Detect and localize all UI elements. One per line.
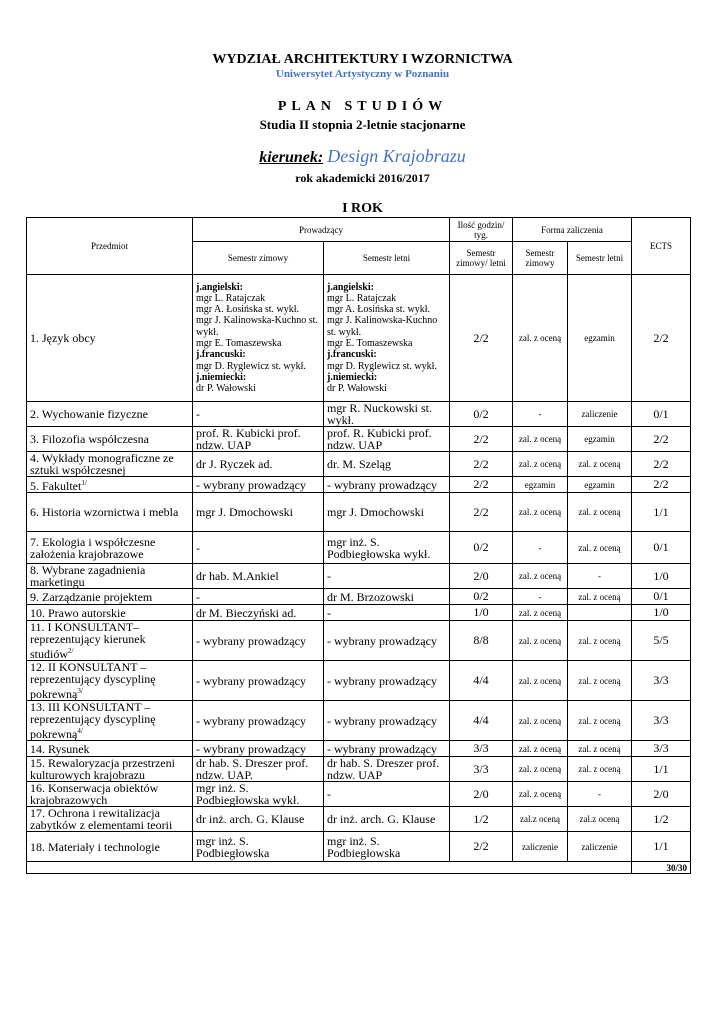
subject-cell: 18. Materiały i technologie <box>27 832 193 862</box>
table-row <box>27 832 691 862</box>
winter-teacher-cell: dr hab. M.Ankiel <box>193 564 324 589</box>
hours-cell: 0/2 <box>450 532 513 564</box>
plan-title: PLAN STUDIÓW <box>277 99 448 114</box>
form-winter-cell: zal. z oceną <box>513 782 568 807</box>
subject-cell: 17. Ochrona i rewitalizacja zabytków z elementami teorii <box>27 807 193 832</box>
subject-cell: 6. Historia wzornictwa i mebla <box>27 493 193 532</box>
teacher-name: mgr D. Ryglewicz st. wykł. <box>196 360 306 372</box>
summer-teacher-cell: - wybrany prowadzący <box>324 661 450 701</box>
study-plan-table <box>26 217 691 874</box>
direction-label: kierunek: <box>259 149 324 166</box>
form-summer-cell: egzamin <box>568 427 632 452</box>
hours-cell: 4/4 <box>450 701 513 741</box>
teacher-name: mgr J. Kalinowska-Kuchno st. wykł. <box>196 315 318 338</box>
hours-cell: 8/8 <box>450 621 513 661</box>
form-winter-cell: egzamin <box>513 477 568 493</box>
col-ects: ECTS <box>632 218 691 275</box>
col-form-winter: Semestr zimowy <box>513 242 568 275</box>
form-winter-cell: zal. z oceną <box>513 741 568 757</box>
winter-teacher-cell: dr hab. S. Dreszer prof. ndzw. UAP. <box>193 757 324 782</box>
col-form-summer: Semestr letni <box>568 242 632 275</box>
summer-teacher-cell: dr inż. arch. G. Klause <box>324 807 450 832</box>
hours-cell: 3/3 <box>450 741 513 757</box>
teacher-name: mgr E. Tomaszewska <box>196 338 282 349</box>
direction <box>0 146 725 167</box>
language-label: j.angielski: <box>196 281 243 293</box>
hours-cell: 3/3 <box>450 757 513 782</box>
academic-year: rok akademicki 2016/2017 <box>295 171 430 185</box>
ects-cell: 0/1 <box>632 589 691 605</box>
form-summer-cell: zaliczenie <box>568 402 632 427</box>
winter-teacher-cell: - <box>193 402 324 427</box>
subject-cell: 1. Język obcy <box>27 275 193 402</box>
hours-cell: 2/2 <box>450 477 513 493</box>
winter-teacher-cell: mgr inż. S. Podbiegłowska wykł. <box>193 782 324 807</box>
form-summer-cell: egzamin <box>568 477 632 493</box>
form-winter-cell: zal. z oceną <box>513 621 568 661</box>
summer-teacher-cell: dr hab. S. Dreszer prof. ndzw. UAP <box>324 757 450 782</box>
form-summer-cell: egzamin <box>568 275 632 402</box>
hours-cell: 2/2 <box>450 275 513 402</box>
winter-teacher-cell: mgr inż. S. Podbiegłowska <box>193 832 324 862</box>
subject-cell: 14. Rysunek <box>27 741 193 757</box>
form-summer-cell: zal. z oceną <box>568 589 632 605</box>
table-row <box>27 427 691 452</box>
form-winter-cell: zal. z oceną <box>513 275 568 402</box>
col-form: Forma zaliczenia <box>513 218 632 242</box>
ects-cell: 2/2 <box>632 275 691 402</box>
table-row <box>27 807 691 832</box>
form-summer-cell: zal.z oceną <box>568 807 632 832</box>
study-type: Studia II stopnia 2-letnie stacjonarne <box>259 117 466 132</box>
form-winter-cell: zal. z oceną <box>513 564 568 589</box>
summer-teacher-cell: - <box>324 564 450 589</box>
summer-teacher-cell: dr. M. Szeląg <box>324 452 450 477</box>
ects-cell: 2/0 <box>632 782 691 807</box>
winter-teacher-cell: dr inż. arch. G. Klause <box>193 807 324 832</box>
table-row <box>27 741 691 757</box>
subject-cell: 8. Wybrane zagadnienia marketingu <box>27 564 193 589</box>
form-winter-cell: zal. z oceną <box>513 701 568 741</box>
form-winter-cell: zal. z oceną <box>513 493 568 532</box>
form-winter-cell: zaliczenie <box>513 832 568 862</box>
form-summer-cell: - <box>568 564 632 589</box>
year-title: I ROK <box>342 201 383 216</box>
winter-teacher-cell: - wybrany prowadzący <box>193 741 324 757</box>
ects-cell: 3/3 <box>632 701 691 741</box>
total-row <box>27 862 691 874</box>
summer-teacher-cell: mgr J. Dmochowski <box>324 493 450 532</box>
winter-teacher-cell <box>193 275 324 402</box>
summer-teacher-cell <box>324 275 450 402</box>
form-winter-cell: zal. z oceną <box>513 661 568 701</box>
form-summer-cell: zal. z oceną <box>568 757 632 782</box>
teacher-name: mgr A. Łosińska st. wykł. <box>196 304 300 316</box>
table-row <box>27 605 691 621</box>
hours-cell: 2/2 <box>450 427 513 452</box>
form-summer-cell: zal. z oceną <box>568 661 632 701</box>
footnote-marker: 2/ <box>68 647 74 655</box>
subject-cell: 3. Filozofia współczesna <box>27 427 193 452</box>
form-winter-cell: - <box>513 402 568 427</box>
table-row <box>27 564 691 589</box>
form-winter-cell: - <box>513 589 568 605</box>
form-summer-cell <box>568 605 632 621</box>
ects-cell: 1/1 <box>632 493 691 532</box>
summer-teacher-cell: prof. R. Kubicki prof. ndzw. UAP <box>324 427 450 452</box>
footnote-marker: 4/ <box>77 727 83 735</box>
teacher-name: mgr J. Kalinowska-Kuchno st. wykł. <box>327 315 438 338</box>
table-row <box>27 477 691 493</box>
language-label: j.niemiecki: <box>196 371 247 383</box>
ects-cell: 1/0 <box>632 605 691 621</box>
col-hours-sub: Semestr zimowy/ letni <box>450 242 513 275</box>
language-label: j.francuski: <box>327 349 377 361</box>
form-summer-cell: zal. z oceną <box>568 452 632 477</box>
table-row <box>27 621 691 661</box>
hours-cell: 2/2 <box>450 493 513 532</box>
language-label: j.angielski: <box>327 281 374 293</box>
summer-teacher-cell: - wybrany prowadzący <box>324 477 450 493</box>
ects-cell: 1/2 <box>632 807 691 832</box>
language-label: j.francuski: <box>196 349 246 361</box>
footnote-marker: 1/ <box>81 479 87 487</box>
teacher-name: mgr D. Ryglewicz st. wykł. <box>327 360 437 372</box>
teacher-name: mgr L. Ratajczak <box>327 292 397 304</box>
subject-cell: 2. Wychowanie fizyczne <box>27 402 193 427</box>
language-label: j.niemiecki: <box>327 371 378 383</box>
summer-teacher-cell: mgr inż. S. Podbiegłowska <box>324 832 450 862</box>
winter-teacher-cell: dr M. Bieczyński ad. <box>193 605 324 621</box>
teacher-name: mgr L. Ratajczak <box>196 292 266 304</box>
subject-cell: 16. Konserwacja obiektów krajobrazowych <box>27 782 193 807</box>
subject-cell: 12. II KONSULTANT – reprezentujący dyscyplinę pokrewną$^{3/}$ <box>27 661 193 701</box>
table-row <box>27 661 691 701</box>
university-name: Uniwersytet Artystyczny w Poznaniu <box>275 68 450 80</box>
form-winter-cell: zal. z oceną <box>513 757 568 782</box>
ects-cell: 2/2 <box>632 452 691 477</box>
table-row <box>27 493 691 532</box>
col-subject: Przedmiot <box>27 218 193 275</box>
teacher-name: dr P. Wałowski <box>196 383 256 395</box>
form-summer-cell: zal. z oceną <box>568 532 632 564</box>
form-winter-cell: zal. z oceną <box>513 427 568 452</box>
form-summer-cell: zal. z oceną <box>568 701 632 741</box>
ects-cell: 2/2 <box>632 477 691 493</box>
faculty-title: WYDZIAŁ ARCHITEKTURY I WZORNICTWA <box>212 52 513 67</box>
form-summer-cell: zal. z oceną <box>568 621 632 661</box>
table-row <box>27 452 691 477</box>
col-hours: Ilość godzin/ tyg. <box>450 218 513 242</box>
teacher-name: mgr A. Łosińska st. wykł. <box>327 304 431 316</box>
ects-cell: 0/1 <box>632 402 691 427</box>
form-summer-cell: zal. z oceną <box>568 493 632 532</box>
ects-cell: 5/5 <box>632 621 691 661</box>
winter-teacher-cell: dr J. Ryczek ad. <box>193 452 324 477</box>
teacher-name: mgr E. Tomaszewska <box>327 338 413 349</box>
table-row <box>27 701 691 741</box>
hours-cell: 2/2 <box>450 452 513 477</box>
col-winter-teacher: Semestr zimowy <box>193 242 324 275</box>
subject-cell: 5. Fakultet$^{1/}$ <box>27 477 193 493</box>
winter-teacher-cell: - wybrany prowadzący <box>193 701 324 741</box>
col-summer-teacher: Semestr letni <box>324 242 450 275</box>
hours-cell: 2/2 <box>450 832 513 862</box>
subject-cell: 9. Zarządzanie projektem <box>27 589 193 605</box>
table-row-language <box>27 275 691 402</box>
winter-teacher-cell: - wybrany prowadzący <box>193 661 324 701</box>
direction-value: Design Krajobrazu <box>327 146 466 166</box>
table-row <box>27 532 691 564</box>
subject-cell: 15. Rewaloryzacja przestrzeni kulturowych krajobrazu <box>27 757 193 782</box>
hours-cell: 1/2 <box>450 807 513 832</box>
summer-teacher-cell: - <box>324 605 450 621</box>
hours-cell: 0/2 <box>450 402 513 427</box>
teacher-name: dr P. Wałowski <box>327 383 387 395</box>
ects-cell: 1/1 <box>632 757 691 782</box>
form-summer-cell: zal. z oceną <box>568 741 632 757</box>
summer-teacher-cell: mgr R. Nuckowski st. wykł. <box>324 402 450 427</box>
form-winter-cell: zal. z oceną <box>513 452 568 477</box>
winter-teacher-cell: prof. R. Kubicki prof. ndzw. UAP <box>193 427 324 452</box>
subject-cell: 11. I KONSULTANT– reprezentujący kierunek studiów$^{2/}$ <box>27 621 193 661</box>
summer-teacher-cell: - wybrany prowadzący <box>324 741 450 757</box>
col-teachers: Prowadzący <box>193 218 450 242</box>
form-winter-cell: zal.z oceną <box>513 807 568 832</box>
hours-cell: 2/0 <box>450 782 513 807</box>
hours-cell: 0/2 <box>450 589 513 605</box>
ects-cell: 3/3 <box>632 661 691 701</box>
hours-cell: 4/4 <box>450 661 513 701</box>
ects-total: 30/30 <box>632 862 691 874</box>
winter-teacher-cell: - <box>193 589 324 605</box>
total-spacer <box>27 862 632 874</box>
table-row <box>27 589 691 605</box>
winter-teacher-cell: mgr J. Dmochowski <box>193 493 324 532</box>
winter-teacher-cell: - <box>193 532 324 564</box>
summer-teacher-cell: dr M. Brzozowski <box>324 589 450 605</box>
summer-teacher-cell: - <box>324 782 450 807</box>
summer-teacher-cell: mgr inż. S. Podbiegłowska wykł. <box>324 532 450 564</box>
form-winter-cell: zal. z oceną <box>513 605 568 621</box>
subject-cell: 7. Ekologia i współczesne założenia krajobrazowe <box>27 532 193 564</box>
winter-teacher-cell: - wybrany prowadzący <box>193 621 324 661</box>
subject-cell: 4. Wykłady monograficzne ze sztuki współczesnej <box>27 452 193 477</box>
footnote-marker: 3/ <box>77 687 83 695</box>
table-row <box>27 782 691 807</box>
form-winter-cell: - <box>513 532 568 564</box>
ects-cell: 3/3 <box>632 741 691 757</box>
hours-cell: 1/0 <box>450 605 513 621</box>
summer-teacher-cell: - wybrany prowadzący <box>324 621 450 661</box>
ects-cell: 1/1 <box>632 832 691 862</box>
table-row <box>27 402 691 427</box>
table-row <box>27 757 691 782</box>
winter-teacher-cell: - wybrany prowadzący <box>193 477 324 493</box>
subject-cell: 13. III KONSULTANT – reprezentujący dyscyplinę pokrewną$^{4/}$ <box>27 701 193 741</box>
ects-cell: 1/0 <box>632 564 691 589</box>
form-summer-cell: - <box>568 782 632 807</box>
form-summer-cell: zaliczenie <box>568 832 632 862</box>
ects-cell: 0/1 <box>632 532 691 564</box>
subject-cell: 10. Prawo autorskie <box>27 605 193 621</box>
summer-teacher-cell: - wybrany prowadzący <box>324 701 450 741</box>
ects-cell: 2/2 <box>632 427 691 452</box>
hours-cell: 2/0 <box>450 564 513 589</box>
